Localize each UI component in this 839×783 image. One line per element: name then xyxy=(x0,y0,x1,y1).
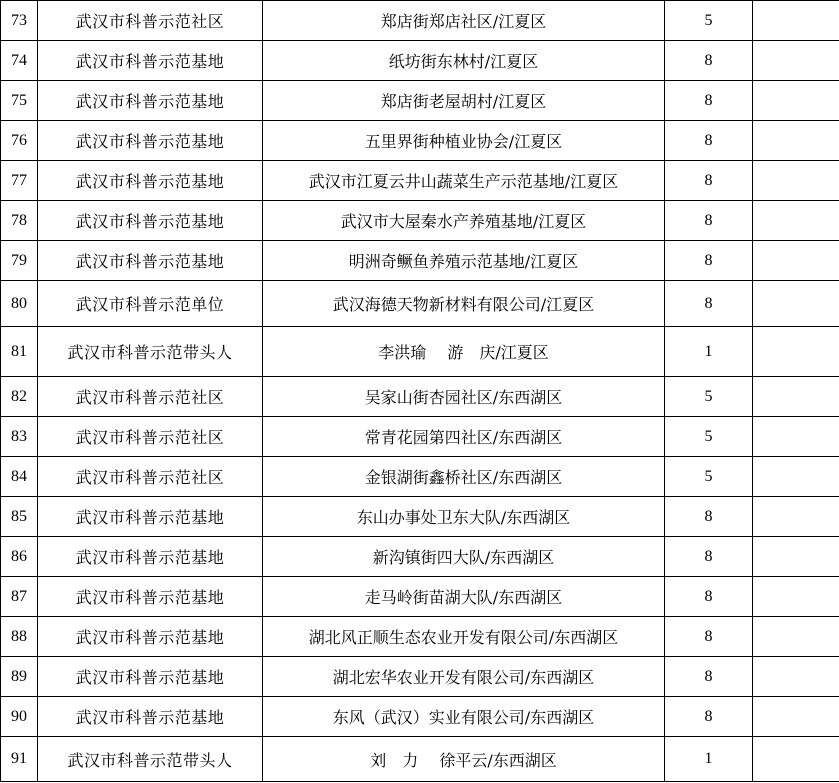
category-cell: 武汉市科普示范单位 xyxy=(38,281,263,327)
entity-location-cell: 武汉市大屋秦水产养殖基地/江夏区 xyxy=(263,201,665,241)
table-row xyxy=(1,377,839,417)
category-cell: 武汉市科普示范基地 xyxy=(38,617,263,657)
row-number-cell: 88 xyxy=(1,617,38,657)
count-cell: 8 xyxy=(665,497,753,537)
remark-cell xyxy=(753,241,839,281)
remark-cell xyxy=(753,537,839,577)
category-cell: 武汉市科普示范基地 xyxy=(38,161,263,201)
category-cell: 武汉市科普示范带头人 xyxy=(38,327,263,377)
row-number-cell: 83 xyxy=(1,417,38,457)
count-cell: 8 xyxy=(665,81,753,121)
remark-cell xyxy=(753,41,839,81)
table-row xyxy=(1,327,839,377)
remark-cell xyxy=(753,161,839,201)
count-cell: 5 xyxy=(665,377,753,417)
table-row xyxy=(1,121,839,161)
row-number-cell: 85 xyxy=(1,497,38,537)
row-number-cell: 91 xyxy=(1,737,38,782)
remark-cell xyxy=(753,737,839,782)
table-row xyxy=(1,241,839,281)
row-number-cell: 84 xyxy=(1,457,38,497)
entity-location-cell: 刘 力 徐平云/东西湖区 xyxy=(263,737,665,782)
row-number-cell: 75 xyxy=(1,81,38,121)
row-number-cell: 87 xyxy=(1,577,38,617)
entity-location-cell: 常青花园第四社区/东西湖区 xyxy=(263,417,665,457)
category-cell: 武汉市科普示范社区 xyxy=(38,1,263,41)
remark-cell xyxy=(753,577,839,617)
count-cell: 5 xyxy=(665,1,753,41)
table-row xyxy=(1,537,839,577)
count-cell: 8 xyxy=(665,657,753,697)
remark-cell xyxy=(753,281,839,327)
category-cell: 武汉市科普示范基地 xyxy=(38,537,263,577)
row-number-cell: 80 xyxy=(1,281,38,327)
row-number-cell: 89 xyxy=(1,657,38,697)
remark-cell xyxy=(753,657,839,697)
category-cell: 武汉市科普示范社区 xyxy=(38,457,263,497)
remark-cell xyxy=(753,201,839,241)
table-row xyxy=(1,41,839,81)
count-cell: 8 xyxy=(665,41,753,81)
table-row xyxy=(1,577,839,617)
count-cell: 8 xyxy=(665,697,753,737)
table-row xyxy=(1,1,839,41)
table-row xyxy=(1,617,839,657)
entity-location-cell: 五里界街种植业协会/江夏区 xyxy=(263,121,665,161)
entity-location-cell: 李洪瑜 游 庆/江夏区 xyxy=(263,327,665,377)
row-number-cell: 90 xyxy=(1,697,38,737)
row-number-cell: 78 xyxy=(1,201,38,241)
table-body xyxy=(1,1,839,782)
table-row xyxy=(1,497,839,537)
row-number-cell: 86 xyxy=(1,537,38,577)
count-cell: 8 xyxy=(665,281,753,327)
remark-cell xyxy=(753,1,839,41)
table-row xyxy=(1,281,839,327)
count-cell: 8 xyxy=(665,201,753,241)
entity-location-cell: 东山办事处卫东大队/东西湖区 xyxy=(263,497,665,537)
count-cell: 5 xyxy=(665,417,753,457)
row-number-cell: 76 xyxy=(1,121,38,161)
remark-cell xyxy=(753,497,839,537)
table-row xyxy=(1,201,839,241)
remark-cell xyxy=(753,457,839,497)
count-cell: 8 xyxy=(665,121,753,161)
category-cell: 武汉市科普示范基地 xyxy=(38,41,263,81)
remark-cell xyxy=(753,121,839,161)
count-cell: 8 xyxy=(665,537,753,577)
entity-location-cell: 走马岭街苗湖大队/东西湖区 xyxy=(263,577,665,617)
entity-location-cell: 纸坊街东林村/江夏区 xyxy=(263,41,665,81)
table-row xyxy=(1,161,839,201)
remark-cell xyxy=(753,417,839,457)
table-row xyxy=(1,457,839,497)
category-cell: 武汉市科普示范社区 xyxy=(38,377,263,417)
table-row xyxy=(1,81,839,121)
count-cell: 1 xyxy=(665,327,753,377)
table-row xyxy=(1,697,839,737)
category-cell: 武汉市科普示范社区 xyxy=(38,417,263,457)
entity-location-cell: 武汉市江夏云井山蔬菜生产示范基地/江夏区 xyxy=(263,161,665,201)
remark-cell xyxy=(753,327,839,377)
remark-cell xyxy=(753,617,839,657)
remark-cell xyxy=(753,81,839,121)
row-number-cell: 73 xyxy=(1,1,38,41)
entity-location-cell: 明洲奇鳜鱼养殖示范基地/江夏区 xyxy=(263,241,665,281)
row-number-cell: 77 xyxy=(1,161,38,201)
row-number-cell: 81 xyxy=(1,327,38,377)
category-cell: 武汉市科普示范带头人 xyxy=(38,737,263,782)
count-cell: 1 xyxy=(665,737,753,782)
count-cell: 5 xyxy=(665,457,753,497)
count-cell: 8 xyxy=(665,241,753,281)
category-cell: 武汉市科普示范基地 xyxy=(38,657,263,697)
category-cell: 武汉市科普示范基地 xyxy=(38,577,263,617)
row-number-cell: 79 xyxy=(1,241,38,281)
entity-location-cell: 郑店街郑店社区/江夏区 xyxy=(263,1,665,41)
category-cell: 武汉市科普示范基地 xyxy=(38,241,263,281)
row-number-cell: 82 xyxy=(1,377,38,417)
row-number-cell: 74 xyxy=(1,41,38,81)
category-cell: 武汉市科普示范基地 xyxy=(38,121,263,161)
entity-location-cell: 湖北宏华农业开发有限公司/东西湖区 xyxy=(263,657,665,697)
table-row xyxy=(1,657,839,697)
category-cell: 武汉市科普示范基地 xyxy=(38,497,263,537)
entity-location-cell: 武汉海德天物新材料有限公司/江夏区 xyxy=(263,281,665,327)
entity-location-cell: 金银湖街鑫桥社区/东西湖区 xyxy=(263,457,665,497)
category-cell: 武汉市科普示范基地 xyxy=(38,81,263,121)
entity-location-cell: 东风（武汉）实业有限公司/东西湖区 xyxy=(263,697,665,737)
table-row xyxy=(1,737,839,782)
entity-location-cell: 郑店街老屋胡村/江夏区 xyxy=(263,81,665,121)
count-cell: 8 xyxy=(665,161,753,201)
table-row xyxy=(1,417,839,457)
category-cell: 武汉市科普示范基地 xyxy=(38,201,263,241)
entity-location-cell: 吴家山街杏园社区/东西湖区 xyxy=(263,377,665,417)
remark-cell xyxy=(753,697,839,737)
count-cell: 8 xyxy=(665,577,753,617)
count-cell: 8 xyxy=(665,617,753,657)
entity-location-cell: 新沟镇街四大队/东西湖区 xyxy=(263,537,665,577)
remark-cell xyxy=(753,377,839,417)
category-cell: 武汉市科普示范基地 xyxy=(38,697,263,737)
entity-location-cell: 湖北风正顺生态农业开发有限公司/东西湖区 xyxy=(263,617,665,657)
